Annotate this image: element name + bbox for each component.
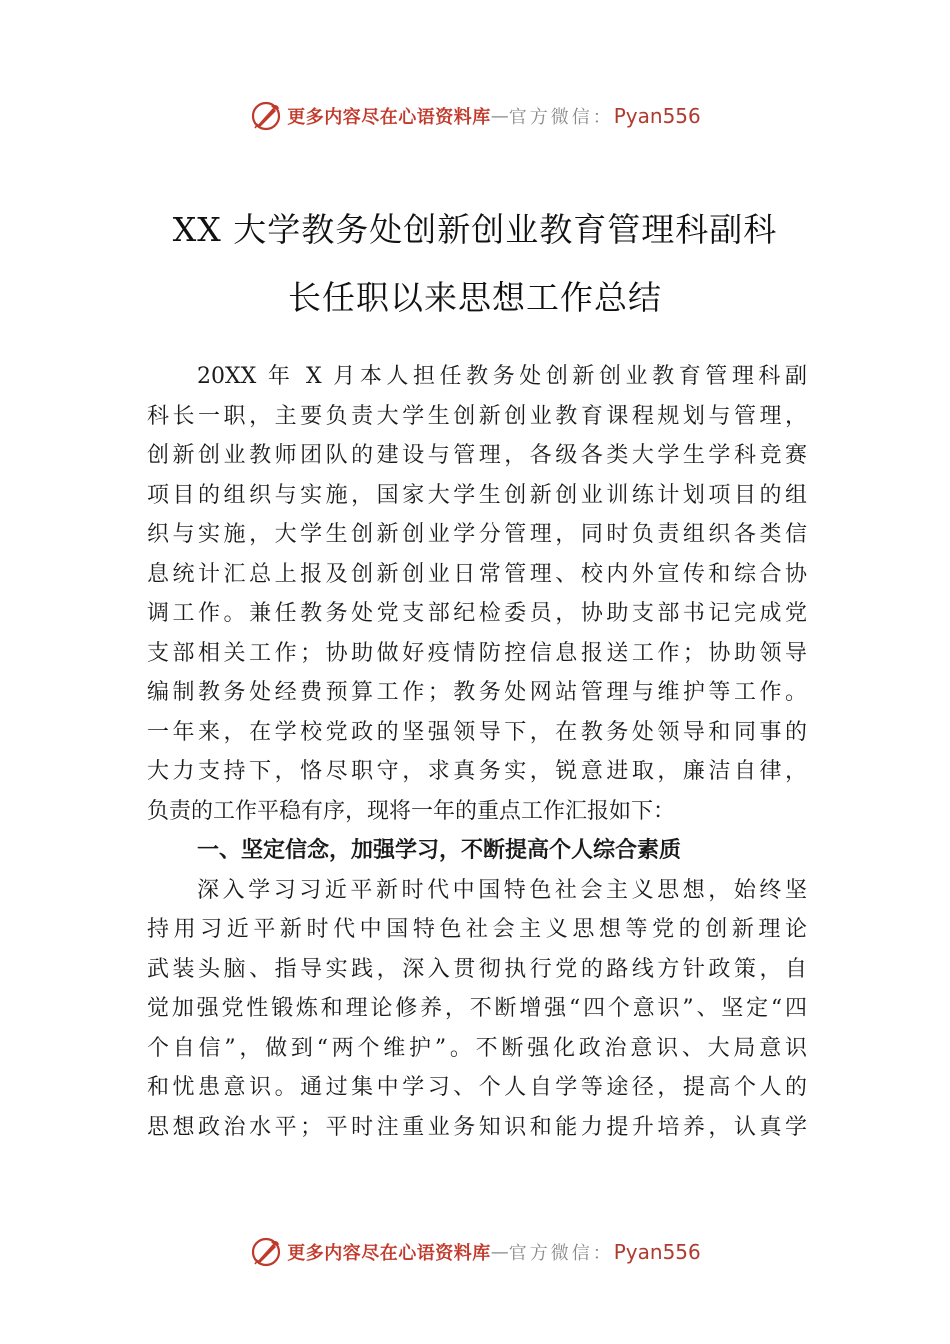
paragraph-2-line: 持用习近平新时代中国特色社会主义思想等党的创新理论 — [147, 917, 807, 942]
paragraph-2-line: 深入学习习近平新时代中国特色社会主义思想，始终坚 — [197, 877, 807, 903]
watermark-separator: — — [490, 1241, 509, 1263]
watermark-brand: 更多内容尽在心语资料库 — [287, 107, 491, 128]
paragraph-1-line: 大力支持下，恪尽职守，求真务实，锐意进取，廉洁自律， — [147, 759, 807, 784]
paragraph-1-line: 负责的工作平稳有序，现将一年的重点工作汇报如下： — [147, 798, 676, 824]
watermark-wechat-label: 官方微信： — [508, 1243, 614, 1264]
section-1-heading: 一、坚定信念，加强学习，不断提高个人综合素质 — [197, 838, 682, 863]
paragraph-1-line: 织与实施，大学生创新创业学分管理，同时负责组织各类信 — [147, 522, 807, 547]
paragraph-1-line: 创新创业教师团队的建设与管理，各级各类大学生学科竞赛 — [147, 443, 807, 468]
paragraph-2-line: 觉加强党性锻炼和理论修养，不断增强“四个意识”、坚定“四 — [147, 996, 807, 1021]
paragraph-1-line: 编制教务处经费预算工作；教务处网站管理与维护等工作。 — [147, 680, 807, 705]
watermark-separator: — — [490, 105, 509, 127]
paragraph-1-line: 一年来，在学校党政的坚强领导下，在教务处领导和同事的 — [147, 719, 807, 745]
paragraph-1-line: 项目的组织与实施，国家大学生创新创业训练计划项目的组 — [147, 482, 807, 508]
paragraph-2-line: 思想政治水平；平时注重业务知识和能力提升培养，认真学 — [147, 1114, 807, 1140]
watermark-brand: 更多内容尽在心语资料库 — [287, 1243, 491, 1264]
paragraph-1-line: 科长一职，主要负责大学生创新创业教育课程规划与管理， — [147, 403, 807, 429]
page-title-line-1: XX 大学教务处创新创业教育管理科副科 — [172, 210, 778, 249]
watermark-banner-bottom — [0, 1232, 950, 1272]
paragraph-2-line: 武装头脑、指导实践，深入贯彻执行党的路线方针政策，自 — [147, 956, 807, 982]
paragraph-1-line: 调工作。兼任教务处党支部纪检委员，协助支部书记完成党 — [147, 601, 807, 626]
paragraph-1-line: 息统计汇总上报及创新创业日常管理、校内外宣传和综合协 — [147, 561, 807, 587]
paragraph-1-line: 20XX 年 X 月本人担任教务处创新创业教育管理科副 — [197, 364, 807, 389]
paragraph-2-line: 个自信”，做到“两个维护”。不断强化政治意识、大局意识 — [147, 1035, 807, 1061]
watermark-banner-top — [0, 96, 950, 136]
watermark-wechat-label: 官方微信： — [508, 107, 614, 128]
watermark-wechat-id: Pyan556 — [613, 104, 701, 128]
page-title — [120, 196, 830, 332]
quill-pen-icon — [249, 1235, 283, 1269]
page-title-line-2: 长任职以来思想工作总结 — [288, 278, 662, 317]
paragraph-1-line: 支部相关工作；协助做好疫情防控信息报送工作；协助领导 — [147, 640, 807, 666]
watermark-wechat-id: Pyan556 — [613, 1240, 701, 1264]
quill-pen-icon — [249, 99, 283, 133]
paragraph-2-line: 和忧患意识。通过集中学习、个人自学等途径，提高个人的 — [147, 1075, 807, 1100]
document-body — [147, 357, 807, 1147]
